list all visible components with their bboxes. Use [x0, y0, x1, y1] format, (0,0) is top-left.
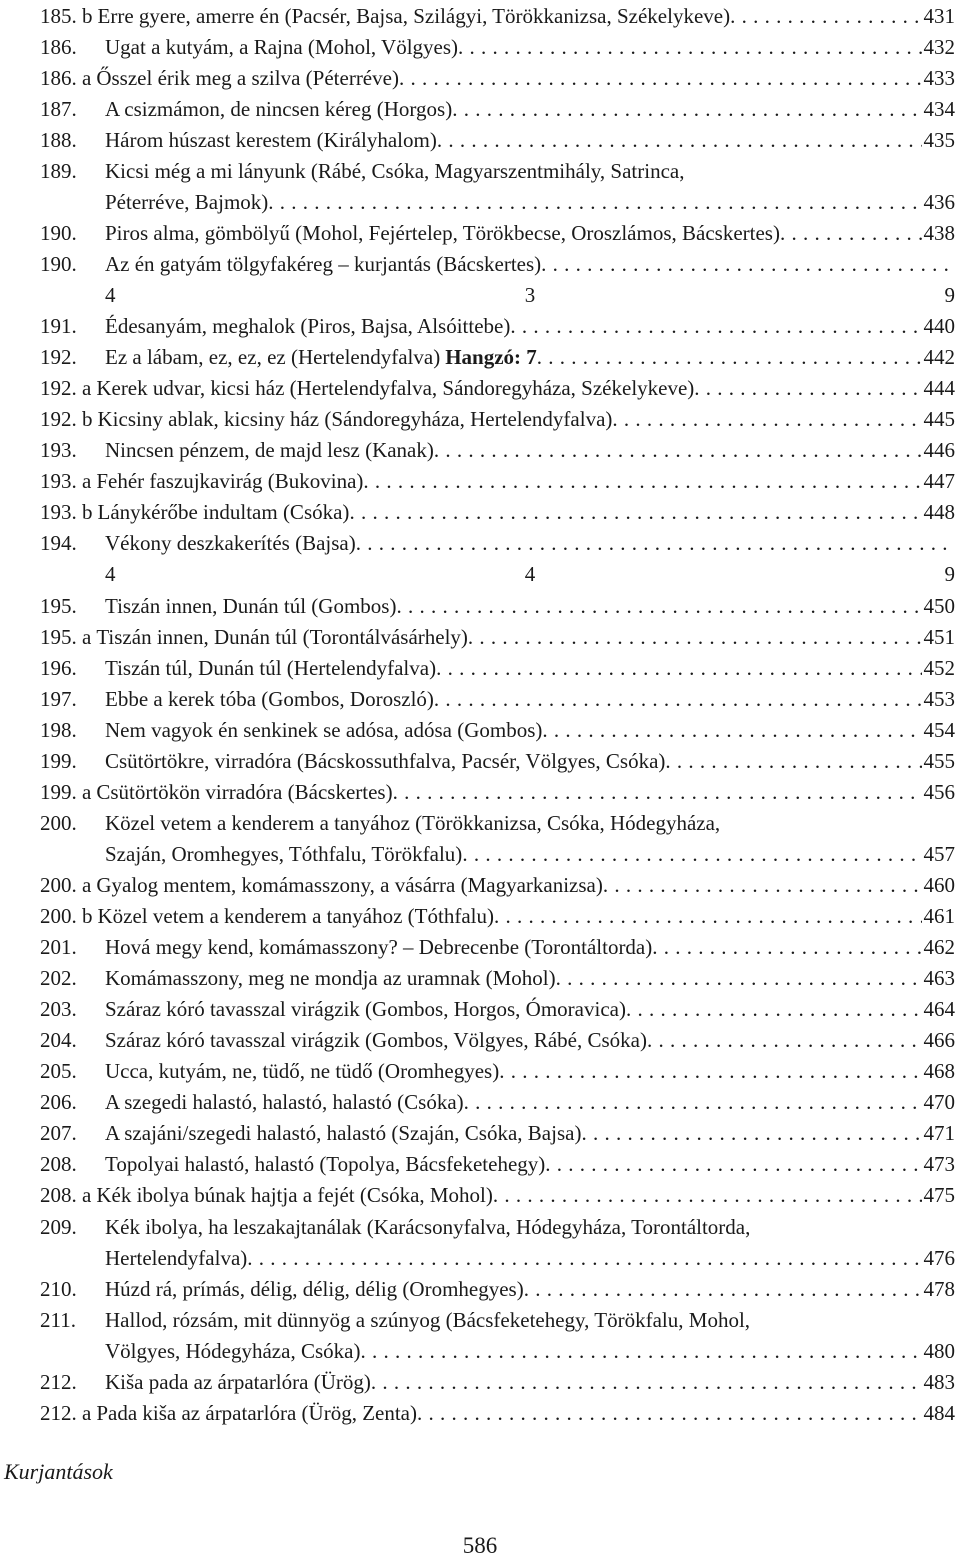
toc-entry	[0, 404, 960, 435]
entry-audio-ref: Hangzó: 7	[445, 345, 537, 370]
toc-entry	[0, 715, 960, 746]
entry-number: 191.	[40, 314, 77, 338]
entry-title: Csütörtökre, virradóra (Bácskossuthfalva, Pacsér, Völgyes, Csóka)	[105, 748, 666, 773]
entry-body	[40, 622, 955, 653]
entry-body	[40, 497, 955, 528]
dot-leader	[434, 684, 922, 715]
toc-entry-continuation	[0, 1243, 960, 1274]
dot-leader	[545, 1149, 921, 1180]
dot-leader	[356, 528, 955, 559]
toc-entry	[0, 994, 960, 1025]
dot-leader	[436, 653, 921, 684]
entry-page: 466	[923, 1028, 955, 1053]
toc-entry	[0, 63, 960, 94]
toc-entry	[0, 466, 960, 497]
dot-leader	[537, 342, 922, 373]
entry-body	[40, 1398, 955, 1429]
entry-body	[105, 94, 955, 125]
entry-body	[105, 746, 955, 777]
dot-leader	[494, 901, 922, 932]
toc-entry	[0, 1149, 960, 1180]
dot-leader	[626, 994, 922, 1025]
entry-page: 454	[923, 717, 955, 742]
entry-title: Közel vetem a kenderem a tanyához (Tóthfalu)	[97, 904, 494, 928]
dot-leader	[268, 187, 921, 218]
entry-page: 433	[923, 65, 955, 90]
entry-number: 206.	[40, 1090, 77, 1115]
entry-body	[105, 591, 955, 622]
entry-page: 478	[923, 1276, 955, 1301]
entry-page-digit: 4	[105, 282, 116, 307]
entry-title-line: Kicsi még a mi lányunk (Rábé, Csóka, Magyarszentmihály, Satrinca,	[105, 158, 685, 183]
entry-body	[105, 839, 955, 870]
toc-entry-continuation	[0, 839, 960, 870]
entry-page-digit: 9	[944, 562, 955, 587]
entry-number: 185. b	[40, 3, 93, 28]
toc-entry	[0, 528, 960, 559]
entry-body	[105, 218, 955, 249]
entry-title: Csütörtökön virradóra (Bácskertes)	[96, 779, 393, 804]
toc-entry-continuation	[0, 1336, 960, 1367]
entry-number: 196.	[40, 655, 77, 680]
entry-body	[40, 373, 955, 404]
toc-entry	[0, 653, 960, 684]
dot-leader	[437, 125, 922, 156]
toc-entry	[0, 435, 960, 466]
toc-entry	[0, 963, 960, 994]
dot-leader	[694, 373, 921, 404]
entry-body	[40, 1180, 955, 1211]
dot-leader	[452, 94, 921, 125]
entry-number: 201.	[40, 935, 77, 959]
toc-entry	[0, 1180, 960, 1211]
entry-number: 195.	[40, 593, 77, 618]
entry-title: Tiszán innen, Dunán túl (Gombos)	[105, 593, 397, 618]
toc-entry	[0, 1305, 960, 1336]
entry-number: 193.	[40, 438, 77, 463]
entry-title: Tiszán innen, Dunán túl (Torontálvásárhely)	[96, 624, 468, 649]
entry-title-line: Hallod, rózsám, mit dünnyög a szúnyog (Bácsfeketehegy, Törökfalu, Mohol,	[105, 1307, 751, 1332]
entry-page: 450	[923, 593, 955, 618]
entry-page: 473	[923, 1152, 955, 1177]
entry-number: 193. a	[40, 469, 92, 494]
dot-leader	[464, 1087, 922, 1118]
toc-entry	[0, 777, 960, 808]
toc-entry	[0, 1398, 960, 1429]
entry-number: 209.	[40, 1214, 77, 1239]
toc-entry	[0, 591, 960, 622]
toc-entry	[0, 125, 960, 156]
entry-number: 194.	[40, 531, 77, 556]
entry-title: Ősszel érik meg a szilva (Péterréve)	[96, 65, 399, 90]
dot-leader	[462, 839, 921, 870]
entry-page: 448	[923, 500, 955, 525]
dot-leader	[730, 1, 921, 32]
dot-leader	[581, 1118, 921, 1149]
entry-body	[105, 125, 955, 156]
toc-entry	[0, 901, 960, 932]
entry-number: 210.	[40, 1276, 77, 1301]
entry-page: 475	[923, 1183, 955, 1208]
entry-body	[105, 1243, 955, 1274]
dot-leader	[468, 622, 922, 653]
entry-number: 193. b	[40, 500, 93, 525]
dot-leader	[349, 497, 921, 528]
dot-leader	[493, 1180, 922, 1211]
entry-page: 445	[923, 407, 955, 432]
entry-number: 187.	[40, 96, 77, 121]
dot-leader	[458, 32, 921, 63]
entry-page: 434	[923, 96, 955, 121]
toc-entry	[0, 1212, 960, 1243]
entry-number: 190.	[40, 251, 77, 276]
entry-body	[40, 870, 955, 901]
toc-entry	[0, 808, 960, 839]
entry-title: Szaján, Oromhegyes, Tóthfalu, Törökfalu)	[105, 841, 463, 866]
entry-title: Ebbe a kerek tóba (Gombos, Doroszló)	[105, 686, 434, 711]
dot-leader	[612, 404, 921, 435]
entry-number: 204.	[40, 1028, 77, 1053]
dot-leader	[542, 715, 921, 746]
entry-page: 436	[923, 189, 955, 214]
entry-body	[105, 1087, 955, 1118]
entry-number: 189.	[40, 158, 77, 183]
entry-title: A szajáni/szegedi halastó, halastó (Szaján, Csóka, Bajsa)	[105, 1121, 582, 1146]
toc-entry	[0, 1118, 960, 1149]
entry-page-digit: 4	[105, 562, 116, 587]
toc-entry-continuation	[0, 187, 960, 218]
dot-leader	[363, 466, 921, 497]
dot-leader	[524, 1274, 922, 1305]
entry-page-digit: 3	[524, 282, 536, 307]
toc-entry	[0, 1274, 960, 1305]
dot-leader	[603, 870, 922, 901]
toc-entry	[0, 32, 960, 63]
dot-leader	[371, 1367, 922, 1398]
entry-body	[105, 435, 955, 466]
dot-leader	[510, 311, 921, 342]
dot-leader	[780, 218, 922, 249]
entry-title: Az én gatyám tölgyfakéreg – kurjantás (Bácskertes)	[105, 251, 542, 276]
entry-title: Völgyes, Hódegyháza, Csóka)	[105, 1338, 361, 1363]
toc-entry	[0, 156, 960, 187]
entry-page: 442	[923, 345, 955, 370]
entry-page: 463	[923, 966, 955, 991]
entry-number: 192. b	[40, 407, 93, 432]
section-heading: Kurjantások	[4, 1459, 113, 1484]
dot-leader	[541, 249, 955, 280]
entry-body	[40, 404, 955, 435]
entry-title: Húzd rá, prímás, délig, délig, délig (Oromhegyes)	[105, 1276, 524, 1301]
entry-body	[105, 963, 955, 994]
entry-number: 200. a	[40, 872, 92, 897]
entry-page: 470	[923, 1090, 955, 1115]
toc-entry	[0, 94, 960, 125]
entry-number: 192.	[40, 345, 77, 370]
entry-page: 462	[923, 935, 955, 959]
entry-number: 190.	[40, 220, 77, 245]
entry-number: 195. a	[40, 624, 92, 649]
entry-body	[105, 1056, 955, 1087]
entry-body	[40, 1, 955, 32]
dot-leader	[396, 591, 921, 622]
dot-leader	[434, 435, 922, 466]
dot-leader	[247, 1243, 921, 1274]
toc-entry	[0, 1367, 960, 1398]
toc-entry	[0, 218, 960, 249]
entry-page-digit: 9	[944, 282, 955, 307]
entry-page: 431	[923, 3, 955, 28]
entry-number: 199. a	[40, 779, 92, 804]
toc-entry	[0, 870, 960, 901]
entry-page: 453	[923, 686, 955, 711]
entry-body	[105, 1274, 955, 1305]
entry-title: Ez a lábam, ez, ez, ez (Hertelendyfalva)	[105, 345, 441, 370]
entry-page-split	[105, 559, 955, 590]
entry-title: Topolyai halastó, halastó (Topolya, Bácsfeketehegy)	[105, 1152, 546, 1177]
entry-title: Hertelendyfalva)	[105, 1245, 248, 1270]
entry-number: 186. a	[40, 65, 92, 90]
entry-title-wrap	[105, 156, 955, 187]
dot-leader	[360, 1336, 921, 1367]
entry-title-wrap	[105, 808, 955, 839]
toc-entry	[0, 932, 960, 963]
entry-page: 460	[923, 872, 955, 897]
entry-page: 480	[923, 1338, 955, 1363]
toc-entry	[0, 497, 960, 528]
entry-page: 457	[923, 841, 955, 866]
entry-number: 192. a	[40, 376, 92, 401]
entry-body	[105, 1367, 955, 1398]
entry-page: 438	[923, 220, 955, 245]
entry-title: Kerek udvar, kicsi ház (Hertelendyfalva, Sándoregyháza, Székelykeve)	[96, 376, 695, 401]
entry-number: 186.	[40, 34, 77, 59]
entry-page: 461	[923, 904, 955, 928]
entry-page: 444	[923, 376, 955, 401]
dot-leader	[556, 963, 922, 994]
entry-number: 202.	[40, 966, 77, 991]
toc-entry	[0, 1025, 960, 1056]
entry-number: 197.	[40, 686, 77, 711]
page-number: 586	[462, 1533, 498, 1558]
entry-number: 203.	[40, 997, 77, 1022]
toc-entry	[0, 622, 960, 653]
entry-title: Három húszast kerestem (Királyhalom)	[105, 127, 437, 152]
entry-number: 211.	[40, 1307, 76, 1332]
entry-title: Száraz kóró tavasszal virágzik (Gombos, Völgyes, Rábé, Csóka)	[105, 1028, 647, 1053]
entry-title: Édesanyám, meghalok (Piros, Bajsa, Alsóittebe)	[105, 314, 511, 338]
dot-leader	[647, 1025, 922, 1056]
entry-title: Vékony deszkakerítés (Bajsa)	[105, 531, 356, 556]
entry-title: Ucca, kutyám, ne, tüdő, ne tüdő (Oromhegyes)	[105, 1059, 500, 1084]
dot-leader	[417, 1398, 922, 1429]
entry-page: 468	[923, 1059, 955, 1084]
entry-number: 199.	[40, 748, 77, 773]
entry-number: 208.	[40, 1152, 77, 1177]
entry-body	[105, 187, 955, 218]
toc-entry	[0, 342, 960, 373]
entry-title: Fehér faszujkavirág (Bukovina)	[96, 469, 364, 494]
entry-body	[40, 901, 955, 932]
entry-page: 451	[923, 624, 955, 649]
entry-number: 212. a	[40, 1400, 92, 1425]
entry-page: 471	[923, 1121, 955, 1146]
entry-page-digit: 4	[524, 562, 536, 587]
toc-entry	[0, 311, 960, 342]
entry-title: Ugat a kutyám, a Rajna (Mohol, Völgyes)	[105, 34, 459, 59]
entry-title: Kicsiny ablak, kicsiny ház (Sándoregyháza, Hertelendyfalva)	[97, 407, 613, 432]
entry-number: 198.	[40, 717, 77, 742]
entry-number: 205.	[40, 1059, 77, 1084]
entry-body	[105, 994, 955, 1025]
dot-leader	[652, 932, 921, 963]
entry-body	[40, 63, 955, 94]
toc-entry	[0, 1, 960, 32]
entry-number: 188.	[40, 127, 77, 152]
entry-body	[105, 1118, 955, 1149]
entry-number: 200. b	[40, 904, 93, 928]
entry-title: Tiszán túl, Dunán túl (Hertelendyfalva)	[105, 655, 437, 680]
entry-body	[105, 249, 955, 280]
entry-title: A szegedi halastó, halastó, halastó (Csóka)	[105, 1090, 464, 1115]
entry-number: 212.	[40, 1369, 77, 1394]
entry-title-line: Közel vetem a kenderem a tanyához (Törökkanizsa, Csóka, Hódegyháza,	[105, 810, 721, 835]
dot-leader	[665, 746, 921, 777]
entry-body	[105, 528, 955, 559]
entry-body	[40, 466, 955, 497]
entry-title: Piros alma, gömbölyű (Mohol, Fejértelep, Törökbecse, Oroszlámos, Bácskertes)	[105, 220, 780, 245]
entry-page: 440	[923, 314, 955, 338]
toc-entry	[0, 1056, 960, 1087]
entry-title: Erre gyere, amerre én (Pacsér, Bajsa, Szilágyi, Törökkanizsa, Székelykeve)	[97, 3, 731, 28]
entry-page: 456	[923, 779, 955, 804]
entry-title: Nincsen pénzem, de majd lesz (Kanak)	[105, 438, 434, 463]
entry-title: Komámasszony, meg ne mondja az uramnak (Mohol)	[105, 966, 556, 991]
entry-body	[105, 1025, 955, 1056]
entry-page-split	[105, 280, 955, 311]
toc-entry	[0, 373, 960, 404]
entry-title: Pada kiša az árpatarlóra (Ürög, Zenta)	[96, 1400, 417, 1425]
entry-page: 452	[923, 655, 955, 680]
entry-page: 476	[923, 1245, 955, 1270]
entry-page: 484	[923, 1400, 955, 1425]
entry-body	[105, 1336, 955, 1367]
dot-leader	[499, 1056, 921, 1087]
entry-body	[105, 932, 955, 963]
entry-body	[105, 715, 955, 746]
entry-title: A csizmámon, de nincsen kéreg (Horgos)	[105, 96, 453, 121]
entry-body	[105, 32, 955, 63]
entry-page: 435	[923, 127, 955, 152]
entry-title: Hová megy kend, komámasszony? – Debrecenbe (Torontáltorda)	[105, 935, 653, 959]
entry-body	[105, 684, 955, 715]
entry-title: Kiša pada az árpatarlóra (Ürög)	[105, 1369, 371, 1394]
entry-body	[40, 777, 955, 808]
entry-page: 447	[923, 469, 955, 494]
dot-leader	[399, 63, 922, 94]
entry-title-line: Kék ibolya, ha leszakajtanálak (Karácsonyfalva, Hódegyháza, Torontáltorda,	[105, 1214, 751, 1239]
entry-page: 432	[923, 34, 955, 59]
entry-number: 207.	[40, 1121, 77, 1146]
dot-leader	[393, 777, 922, 808]
entry-page: 464	[923, 997, 955, 1022]
entry-title: Nem vagyok én senkinek se adósa, adósa (Gombos)	[105, 717, 543, 742]
entry-title-wrap	[105, 1305, 955, 1336]
entry-page: 455	[923, 748, 955, 773]
entry-page: 483	[923, 1369, 955, 1394]
entry-title: Száraz kóró tavasszal virágzik (Gombos, Horgos, Ómoravica)	[105, 997, 626, 1022]
toc-entry	[0, 684, 960, 715]
entry-body	[105, 653, 955, 684]
entry-title: Péterréve, Bajmok)	[105, 189, 269, 214]
toc-entry-page-spread	[0, 559, 960, 590]
entry-number: 200.	[40, 810, 77, 835]
entry-number: 208. a	[40, 1183, 92, 1208]
entry-body	[105, 311, 955, 342]
entry-title: Gyalog mentem, komámasszony, a vásárra (Magyarkanizsa)	[96, 872, 603, 897]
entry-body	[105, 1149, 955, 1180]
toc-entry	[0, 746, 960, 777]
toc-entry-page-spread	[0, 280, 960, 311]
entry-body	[105, 342, 955, 373]
toc-entry	[0, 1087, 960, 1118]
entry-title-wrap	[105, 1212, 955, 1243]
entry-page: 446	[923, 438, 955, 463]
toc-entry	[0, 249, 960, 280]
entry-title: Lánykérőbe indultam (Csóka)	[97, 500, 350, 525]
entry-title: Kék ibolya búnak hajtja a fejét (Csóka, Mohol)	[96, 1183, 493, 1208]
